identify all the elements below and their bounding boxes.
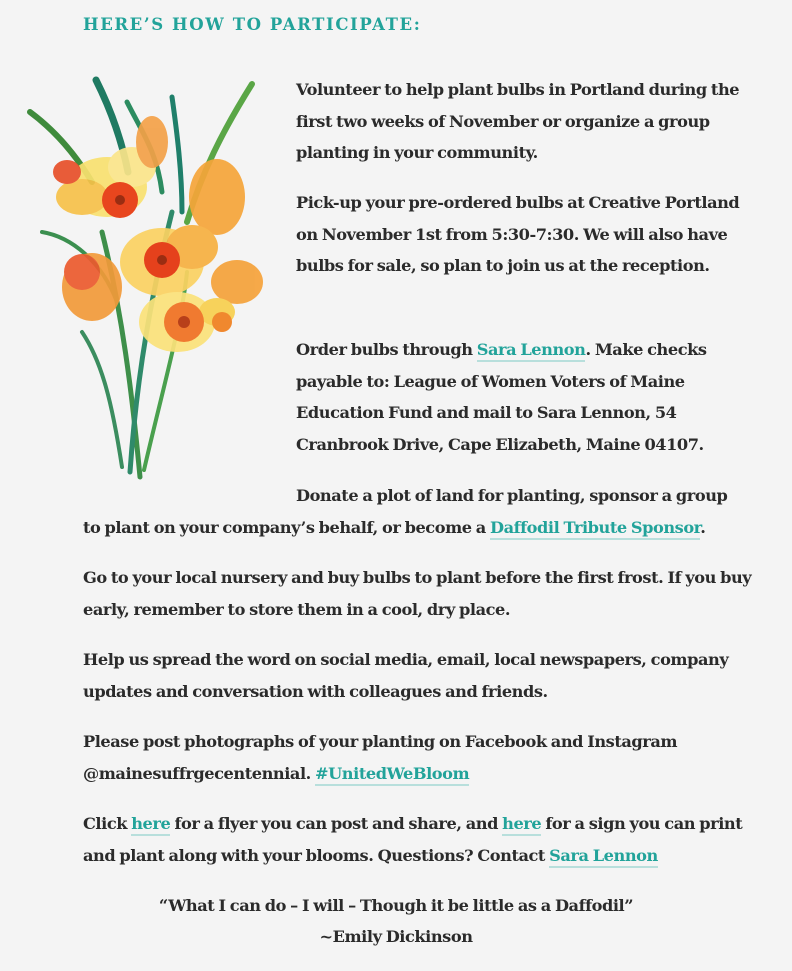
order-text-before: Order bulbs through	[296, 340, 477, 359]
spread-word-paragraph: Help us spread the word on social media, email, local newspapers, company updates and conversation with colleagues and friends.	[83, 650, 729, 701]
quote-text: “What I can do – I will – Though it be little as a Daffodil”	[158, 896, 634, 915]
donate-paragraph	[83, 480, 773, 543]
flyer-here-link[interactable]: here	[131, 814, 170, 836]
pickup-paragraph: Pick-up your pre-ordered bulbs at Creative Portland on November 1st from 5:30-7:30. We will also have bulbs for sale, so plan to join us at the reception.	[296, 193, 740, 275]
flyer-text-1: Click	[83, 814, 132, 833]
daffodil-bouquet-illustration	[12, 72, 264, 488]
flyer-paragraph	[83, 808, 773, 871]
contact-sara-lennon-link[interactable]: Sara Lennon	[549, 846, 658, 868]
flyer-text-2: for a flyer you can post and share, and	[170, 814, 503, 833]
sign-here-link[interactable]: here	[502, 814, 541, 836]
sara-lennon-link[interactable]: Sara Lennon	[477, 340, 586, 362]
photos-paragraph	[83, 726, 773, 789]
section-heading: HERE’S HOW TO PARTICIPATE:	[83, 15, 422, 34]
daffodil-tribute-sponsor-link[interactable]: Daffodil Tribute Sponsor	[490, 518, 700, 540]
flyer-text-3: for a sign you can print and plant along with your blooms. Questions? Contact	[83, 814, 743, 865]
quote-author: ~Emily Dickinson	[319, 927, 473, 946]
order-text-after: . Make checks payable to: League of Women Voters of Maine Education Fund and mail to Sara Lennon, 54 Cranbrook Drive, Cape Elizabeth, Maine 04107.	[296, 340, 707, 454]
photos-text: Please post photographs of your planting on Facebook and Instagram @mainesuffrgecentennial.	[83, 732, 678, 783]
donate-line-1: Donate a plot of land for planting, sponsor a group	[296, 486, 728, 505]
donate-text-after: .	[700, 517, 706, 537]
order-paragraph	[296, 334, 756, 460]
donate-text-before: to plant on your company’s behalf, or become a	[83, 517, 490, 537]
united-we-bloom-hashtag-link[interactable]: #UnitedWeBloom	[315, 764, 469, 786]
volunteer-paragraph: Volunteer to help plant bulbs in Portland during the first two weeks of November or organize a group planting in your community.	[296, 80, 740, 162]
nursery-paragraph: Go to your local nursery and buy bulbs to plant before the first frost. If you buy early, remember to store them in a cool, dry place.	[83, 568, 752, 619]
